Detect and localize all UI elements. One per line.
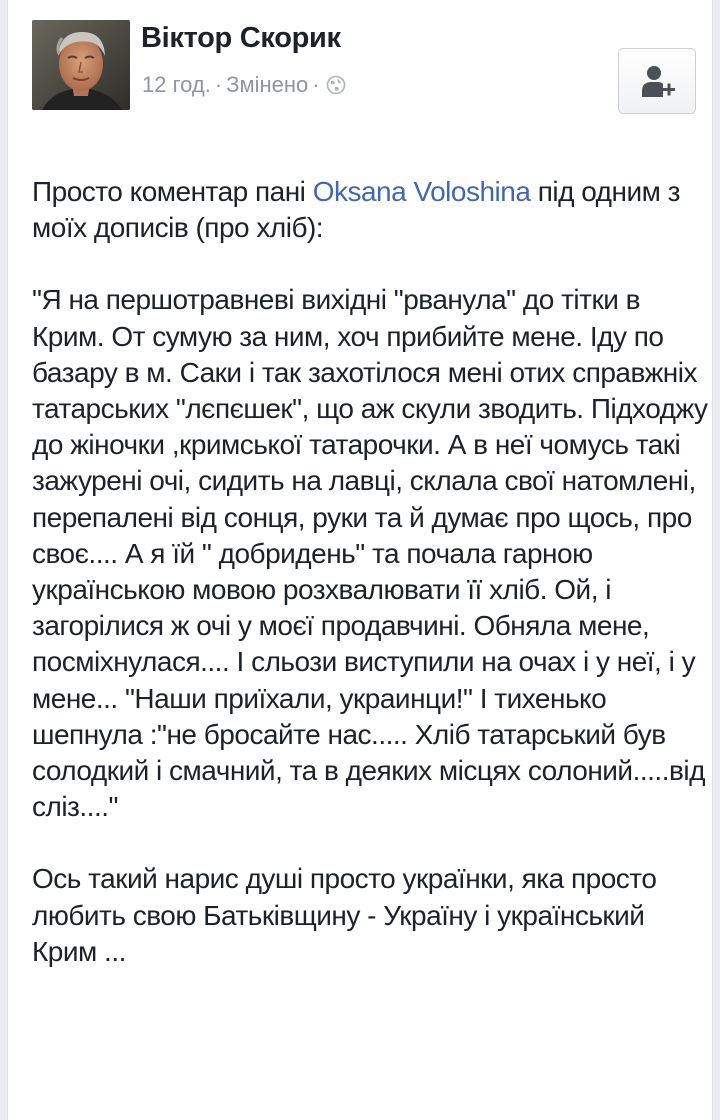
post-text bbox=[32, 174, 712, 970]
post-meta bbox=[142, 72, 346, 98]
page-edge-right bbox=[712, 0, 720, 1120]
post-outro: Ось такий нарис душі просто українки, яка просто любить свою Батьківщину - Україну і український Крим ... bbox=[32, 863, 657, 967]
post-intro bbox=[32, 174, 712, 246]
intro-text-after: під одним з моїх дописів (про хліб): bbox=[32, 176, 680, 244]
edited-label[interactable]: Змінено bbox=[226, 72, 309, 97]
add-friend-button[interactable] bbox=[618, 48, 696, 114]
post-card bbox=[8, 0, 712, 1120]
meta-separator: · bbox=[214, 72, 223, 97]
profile-photo bbox=[32, 20, 130, 110]
page-edge-left bbox=[0, 0, 8, 1120]
add-friend-icon bbox=[637, 61, 677, 101]
globe-icon bbox=[326, 75, 346, 95]
post-time[interactable]: 12 год. bbox=[142, 72, 211, 97]
meta-separator: · bbox=[312, 72, 320, 97]
author-avatar[interactable] bbox=[32, 20, 130, 110]
author-name[interactable]: Віктор Скорик bbox=[141, 22, 341, 54]
mention-link[interactable]: Oksana Voloshina bbox=[312, 176, 531, 207]
post-quote: "Я на першотравневі вихідні "рванула" до тітки в Крим. От сумую за ним, хоч прибийте мене. Іду по базару в м. Саки і так захотілося мені отих справжніх татарських "лєпєшек", що аж скули зводить. Підходжу до жіночки ,кримської татарочки. А в неї чомусь такі зажурені очі, сидить на лавці, склала свої натомлені, перепалені від сонця, руки та й думає про щось, про своє.... А я їй " добридень" та почала гарною українською мовою розхвалювати її хліб. Ой, і загорілися ж очі у моєї продавчині. Обняла мене, посміхнулася.... І сльози виступили на очах і у неї, і у мене... "Наши приїхали, украинци!" І тихенько шепнула :"не бросайте нас..... Хліб татарський був солодкий і смачний, та в деяких місцях солоний.....від сліз...." bbox=[32, 284, 708, 823]
intro-text-before: Просто коментар пані bbox=[32, 176, 306, 207]
